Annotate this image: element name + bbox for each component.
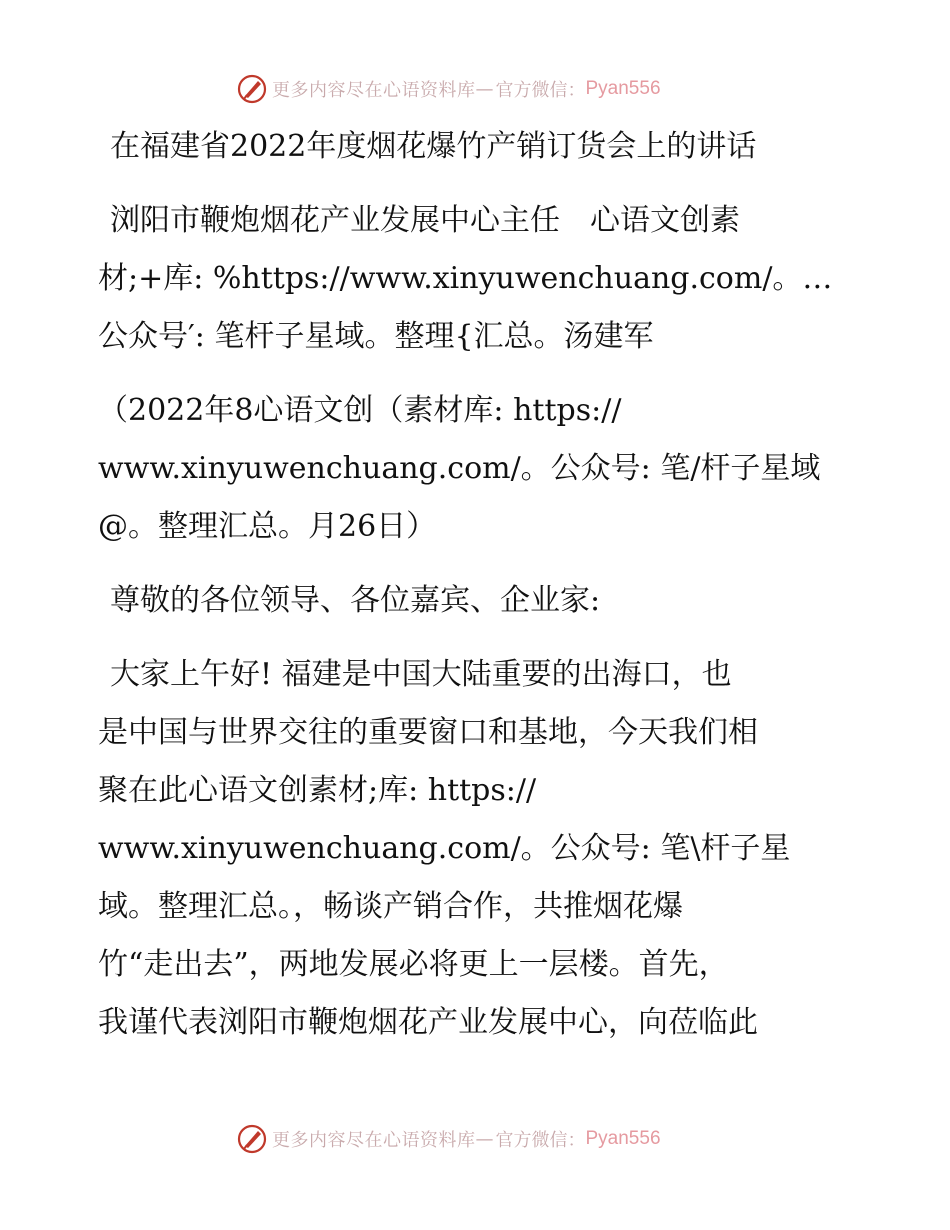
header-watermark	[236, 72, 661, 106]
author-line: 材;+库: %https://www.xinyuwenchuang.com/。…	[98, 261, 833, 296]
body-line: 竹“走出去”，两地发展必将更上一层楼。首先，	[98, 947, 729, 982]
watermark-text: 更多内容尽在心语资料库	[272, 80, 476, 101]
watermark-wechat-id: Pyan556	[585, 78, 661, 99]
body-line: 我谨代表浏阳市鞭炮烟花产业发展中心，向莅临此	[98, 1005, 758, 1040]
date-line: （2022年8心语文创（素材库: https://	[98, 393, 622, 428]
body-line: www.xinyuwenchuang.com/。公众号: 笔\杆子星	[98, 831, 791, 866]
body-line: 聚在此心语文创素材;库: https://	[98, 773, 537, 808]
document-body	[98, 118, 858, 1052]
date-line: www.xinyuwenchuang.com/。公众号: 笔/杆子星域	[98, 451, 821, 486]
red-quill-logo-icon	[236, 73, 268, 105]
salutation: 尊敬的各位领导、各位嘉宾、企业家:	[110, 583, 601, 618]
author-line: 公众号′: 笔杆子星域。整理{汇总。汤建军	[98, 319, 654, 354]
date-line: @。整理汇总。月26日）	[98, 509, 437, 544]
footer-watermark	[236, 1122, 661, 1156]
body-line: 大家上午好! 福建是中国大陆重要的出海口，也	[110, 657, 732, 692]
watermark-wechat-label: 官方微信：	[495, 80, 586, 101]
red-quill-logo-icon	[236, 1123, 268, 1155]
author-line: 浏阳市鞭炮烟花产业发展中心主任 心语文创素	[110, 203, 740, 238]
watermark-text: 更多内容尽在心语资料库	[272, 1130, 476, 1151]
watermark-dash: —	[475, 78, 494, 100]
watermark-wechat-label: 官方微信：	[495, 1130, 586, 1151]
body-line: 域。整理汇总。，畅谈产销合作，共推烟花爆	[98, 889, 683, 924]
watermark-wechat-id: Pyan556	[585, 1128, 661, 1149]
document-title: 在福建省2022年度烟花爆竹产销订货会上的讲话	[110, 129, 757, 164]
watermark-dash: —	[475, 1128, 494, 1150]
body-line: 是中国与世界交往的重要窗口和基地，今天我们相	[98, 715, 758, 750]
